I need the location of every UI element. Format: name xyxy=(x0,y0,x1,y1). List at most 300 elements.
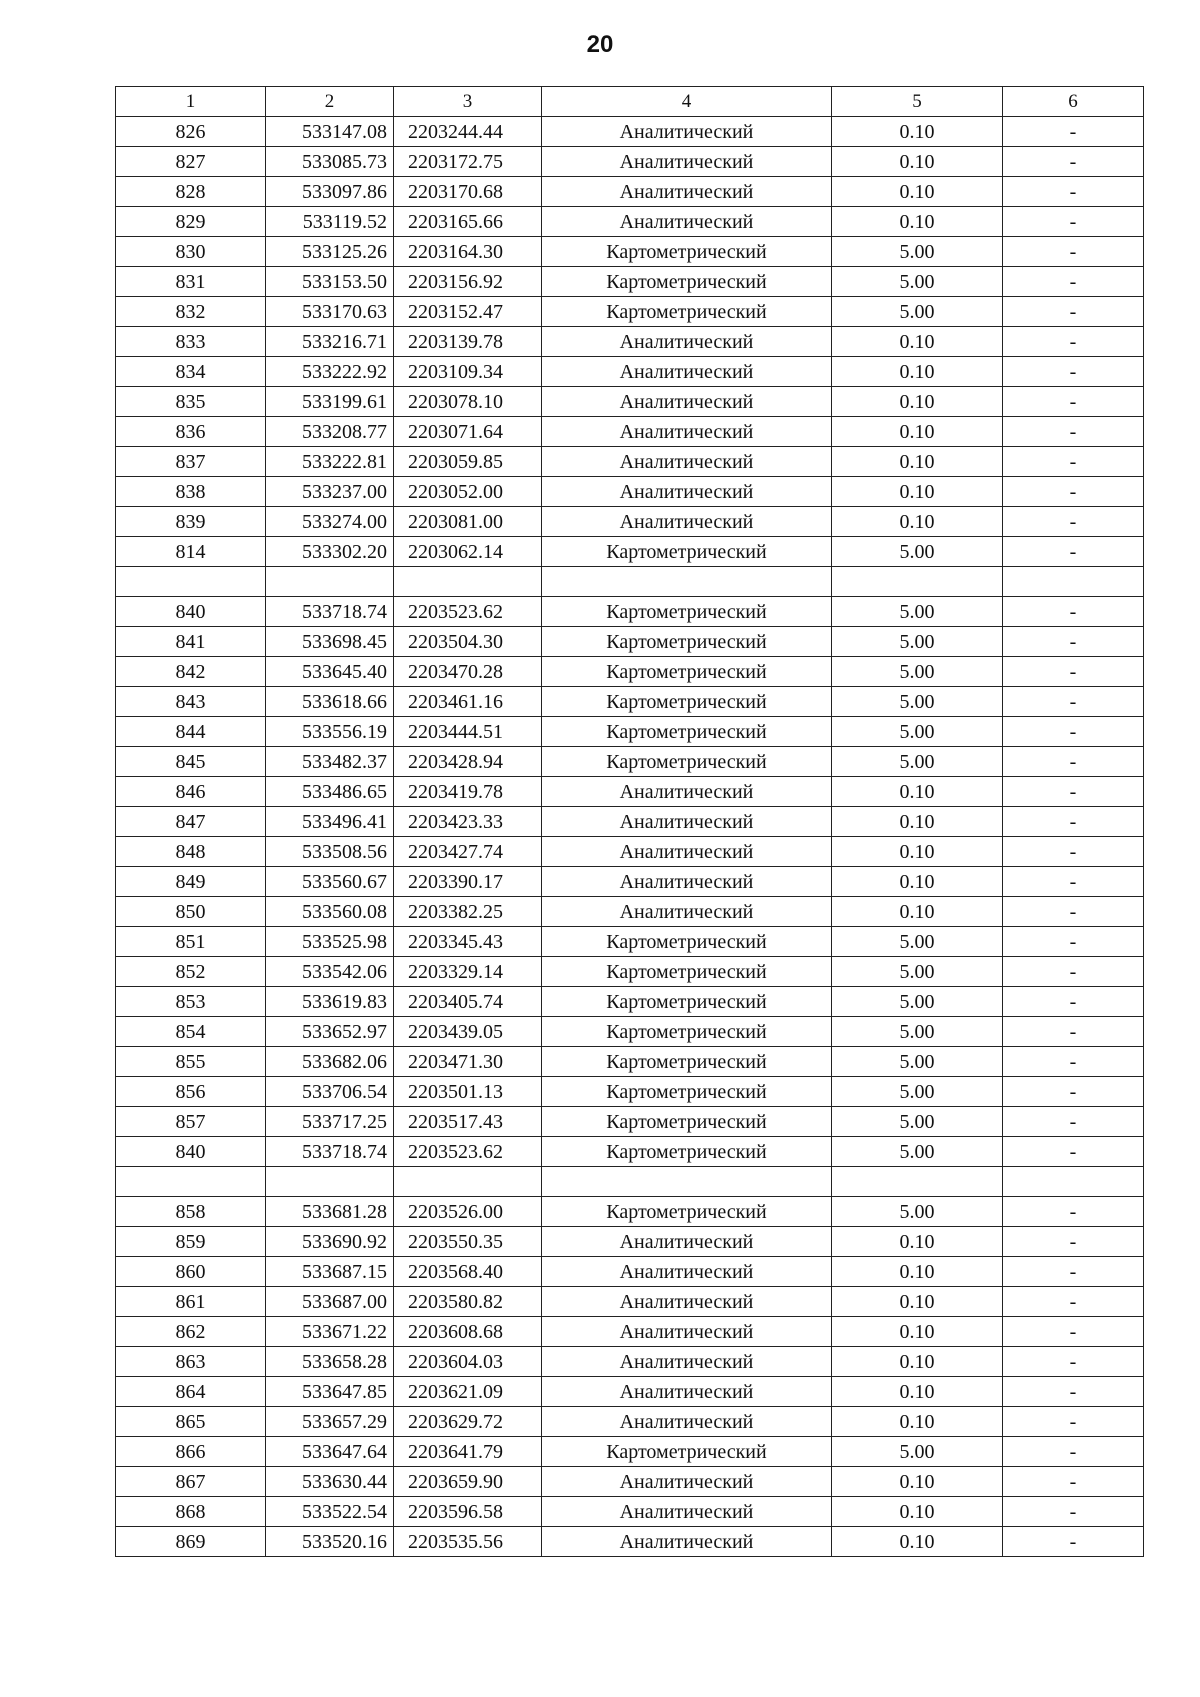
table-row xyxy=(116,507,1144,537)
point-number-cell: 866 xyxy=(116,1437,266,1467)
x-coordinate-cell: 533525.98 xyxy=(266,927,394,957)
y-coordinate-cell: 2203523.62 xyxy=(394,1137,542,1167)
point-number-cell: 869 xyxy=(116,1527,266,1557)
table-row xyxy=(116,1197,1144,1227)
method-cell: Аналитический xyxy=(542,777,832,807)
y-coordinate-cell: 2203156.92 xyxy=(394,267,542,297)
note-cell: - xyxy=(1003,1077,1144,1107)
point-number-cell: 864 xyxy=(116,1377,266,1407)
table-row xyxy=(116,537,1144,567)
note-cell: - xyxy=(1003,987,1144,1017)
method-cell: Картометрический xyxy=(542,1107,832,1137)
accuracy-cell: 5.00 xyxy=(832,627,1003,657)
method-cell: Аналитический xyxy=(542,357,832,387)
column-header: 6 xyxy=(1003,87,1144,117)
accuracy-cell: 0.10 xyxy=(832,387,1003,417)
method-cell: Картометрический xyxy=(542,717,832,747)
point-number-cell: 845 xyxy=(116,747,266,777)
note-cell: - xyxy=(1003,477,1144,507)
x-coordinate-cell: 533706.54 xyxy=(266,1077,394,1107)
method-cell: Картометрический xyxy=(542,1197,832,1227)
table-row xyxy=(116,1227,1144,1257)
point-number-cell: 842 xyxy=(116,657,266,687)
point-number-cell: 843 xyxy=(116,687,266,717)
table-row xyxy=(116,447,1144,477)
note-cell: - xyxy=(1003,687,1144,717)
y-coordinate-cell: 2203471.30 xyxy=(394,1047,542,1077)
point-number-cell: 827 xyxy=(116,147,266,177)
accuracy-cell: 5.00 xyxy=(832,747,1003,777)
table-row xyxy=(116,927,1144,957)
table-row xyxy=(116,657,1144,687)
x-coordinate-cell xyxy=(266,567,394,597)
point-number-cell: 834 xyxy=(116,357,266,387)
table-row xyxy=(116,867,1144,897)
method-cell: Картометрический xyxy=(542,657,832,687)
point-number-cell: 863 xyxy=(116,1347,266,1377)
table-row xyxy=(116,357,1144,387)
point-number-cell: 814 xyxy=(116,537,266,567)
table-row xyxy=(116,237,1144,267)
x-coordinate-cell: 533682.06 xyxy=(266,1047,394,1077)
y-coordinate-cell: 2203526.00 xyxy=(394,1197,542,1227)
method-cell: Аналитический xyxy=(542,387,832,417)
x-coordinate-cell: 533237.00 xyxy=(266,477,394,507)
note-cell: - xyxy=(1003,1287,1144,1317)
point-number-cell: 859 xyxy=(116,1227,266,1257)
accuracy-cell: 5.00 xyxy=(832,597,1003,627)
table-row xyxy=(116,1527,1144,1557)
point-number-cell: 841 xyxy=(116,627,266,657)
accuracy-cell: 5.00 xyxy=(832,537,1003,567)
point-number-cell: 856 xyxy=(116,1077,266,1107)
point-number-cell: 836 xyxy=(116,417,266,447)
method-cell: Картометрический xyxy=(542,1017,832,1047)
table-row xyxy=(116,207,1144,237)
y-coordinate-cell: 2203517.43 xyxy=(394,1107,542,1137)
accuracy-cell: 5.00 xyxy=(832,1137,1003,1167)
table-row xyxy=(116,1077,1144,1107)
method-cell: Картометрический xyxy=(542,687,832,717)
note-cell: - xyxy=(1003,537,1144,567)
method-cell: Аналитический xyxy=(542,1407,832,1437)
method-cell xyxy=(542,567,832,597)
note-cell: - xyxy=(1003,597,1144,627)
y-coordinate-cell: 2203504.30 xyxy=(394,627,542,657)
table-separator-row xyxy=(116,567,1144,597)
x-coordinate-cell: 533147.08 xyxy=(266,117,394,147)
table-row xyxy=(116,1257,1144,1287)
method-cell: Аналитический xyxy=(542,417,832,447)
x-coordinate-cell: 533556.19 xyxy=(266,717,394,747)
coordinates-table xyxy=(115,86,1144,1557)
table-header-row xyxy=(116,87,1144,117)
method-cell: Картометрический xyxy=(542,1047,832,1077)
point-number-cell: 844 xyxy=(116,717,266,747)
x-coordinate-cell: 533274.00 xyxy=(266,507,394,537)
method-cell: Картометрический xyxy=(542,1437,832,1467)
y-coordinate-cell: 2203621.09 xyxy=(394,1377,542,1407)
accuracy-cell: 5.00 xyxy=(832,297,1003,327)
x-coordinate-cell: 533097.86 xyxy=(266,177,394,207)
accuracy-cell: 0.10 xyxy=(832,777,1003,807)
method-cell: Картометрический xyxy=(542,927,832,957)
method-cell: Аналитический xyxy=(542,1227,832,1257)
method-cell: Аналитический xyxy=(542,1347,832,1377)
accuracy-cell: 5.00 xyxy=(832,1077,1003,1107)
x-coordinate-cell: 533208.77 xyxy=(266,417,394,447)
point-number-cell: 854 xyxy=(116,1017,266,1047)
point-number-cell: 828 xyxy=(116,177,266,207)
table-row xyxy=(116,297,1144,327)
point-number-cell: 837 xyxy=(116,447,266,477)
table-row xyxy=(116,807,1144,837)
x-coordinate-cell xyxy=(266,1167,394,1197)
note-cell: - xyxy=(1003,1407,1144,1437)
accuracy-cell: 5.00 xyxy=(832,237,1003,267)
y-coordinate-cell: 2203081.00 xyxy=(394,507,542,537)
accuracy-cell: 0.10 xyxy=(832,1347,1003,1377)
accuracy-cell xyxy=(832,1167,1003,1197)
x-coordinate-cell: 533560.67 xyxy=(266,867,394,897)
accuracy-cell: 5.00 xyxy=(832,1047,1003,1077)
accuracy-cell: 0.10 xyxy=(832,1227,1003,1257)
note-cell: - xyxy=(1003,1437,1144,1467)
table-row xyxy=(116,597,1144,627)
x-coordinate-cell: 533222.92 xyxy=(266,357,394,387)
method-cell: Аналитический xyxy=(542,1257,832,1287)
accuracy-cell: 0.10 xyxy=(832,417,1003,447)
note-cell: - xyxy=(1003,807,1144,837)
x-coordinate-cell: 533482.37 xyxy=(266,747,394,777)
note-cell: - xyxy=(1003,507,1144,537)
method-cell: Аналитический xyxy=(542,177,832,207)
x-coordinate-cell: 533681.28 xyxy=(266,1197,394,1227)
x-coordinate-cell: 533520.16 xyxy=(266,1527,394,1557)
method-cell: Картометрический xyxy=(542,267,832,297)
y-coordinate-cell: 2203608.68 xyxy=(394,1317,542,1347)
method-cell: Аналитический xyxy=(542,867,832,897)
y-coordinate-cell: 2203172.75 xyxy=(394,147,542,177)
point-number-cell: 867 xyxy=(116,1467,266,1497)
accuracy-cell: 5.00 xyxy=(832,927,1003,957)
note-cell: - xyxy=(1003,747,1144,777)
note-cell: - xyxy=(1003,1197,1144,1227)
point-number-cell: 853 xyxy=(116,987,266,1017)
note-cell: - xyxy=(1003,267,1144,297)
note-cell: - xyxy=(1003,207,1144,237)
point-number-cell: 848 xyxy=(116,837,266,867)
accuracy-cell: 5.00 xyxy=(832,657,1003,687)
point-number-cell: 861 xyxy=(116,1287,266,1317)
method-cell: Аналитический xyxy=(542,897,832,927)
y-coordinate-cell: 2203059.85 xyxy=(394,447,542,477)
column-header: 4 xyxy=(542,87,832,117)
y-coordinate-cell: 2203062.14 xyxy=(394,537,542,567)
column-header: 3 xyxy=(394,87,542,117)
note-cell: - xyxy=(1003,387,1144,417)
x-coordinate-cell: 533170.63 xyxy=(266,297,394,327)
x-coordinate-cell: 533542.06 xyxy=(266,957,394,987)
y-coordinate-cell: 2203535.56 xyxy=(394,1527,542,1557)
y-coordinate-cell: 2203568.40 xyxy=(394,1257,542,1287)
note-cell: - xyxy=(1003,717,1144,747)
x-coordinate-cell: 533619.83 xyxy=(266,987,394,1017)
accuracy-cell: 5.00 xyxy=(832,267,1003,297)
table-row xyxy=(116,1347,1144,1377)
table-row xyxy=(116,1107,1144,1137)
method-cell: Аналитический xyxy=(542,477,832,507)
method-cell: Картометрический xyxy=(542,237,832,267)
point-number-cell: 835 xyxy=(116,387,266,417)
accuracy-cell: 0.10 xyxy=(832,447,1003,477)
note-cell: - xyxy=(1003,177,1144,207)
y-coordinate-cell xyxy=(394,567,542,597)
x-coordinate-cell: 533153.50 xyxy=(266,267,394,297)
method-cell: Картометрический xyxy=(542,747,832,777)
table-row xyxy=(116,957,1144,987)
method-cell: Картометрический xyxy=(542,297,832,327)
accuracy-cell: 0.10 xyxy=(832,1257,1003,1287)
method-cell: Аналитический xyxy=(542,1287,832,1317)
y-coordinate-cell: 2203439.05 xyxy=(394,1017,542,1047)
y-coordinate-cell: 2203427.74 xyxy=(394,837,542,867)
table-row xyxy=(116,1047,1144,1077)
accuracy-cell: 0.10 xyxy=(832,147,1003,177)
method-cell: Аналитический xyxy=(542,1377,832,1407)
point-number-cell: 829 xyxy=(116,207,266,237)
note-cell: - xyxy=(1003,447,1144,477)
method-cell: Картометрический xyxy=(542,597,832,627)
table-row xyxy=(116,747,1144,777)
x-coordinate-cell: 533647.64 xyxy=(266,1437,394,1467)
accuracy-cell: 5.00 xyxy=(832,1437,1003,1467)
y-coordinate-cell: 2203152.47 xyxy=(394,297,542,327)
table-separator-row xyxy=(116,1167,1144,1197)
accuracy-cell: 0.10 xyxy=(832,1377,1003,1407)
note-cell: - xyxy=(1003,1347,1144,1377)
y-coordinate-cell: 2203501.13 xyxy=(394,1077,542,1107)
point-number-cell: 832 xyxy=(116,297,266,327)
x-coordinate-cell: 533658.28 xyxy=(266,1347,394,1377)
note-cell: - xyxy=(1003,1317,1144,1347)
x-coordinate-cell: 533652.97 xyxy=(266,1017,394,1047)
accuracy-cell: 0.10 xyxy=(832,1467,1003,1497)
y-coordinate-cell: 2203423.33 xyxy=(394,807,542,837)
x-coordinate-cell: 533671.22 xyxy=(266,1317,394,1347)
y-coordinate-cell: 2203345.43 xyxy=(394,927,542,957)
y-coordinate-cell: 2203550.35 xyxy=(394,1227,542,1257)
y-coordinate-cell: 2203382.25 xyxy=(394,897,542,927)
point-number-cell: 849 xyxy=(116,867,266,897)
x-coordinate-cell: 533496.41 xyxy=(266,807,394,837)
point-number-cell: 840 xyxy=(116,1137,266,1167)
accuracy-cell: 0.10 xyxy=(832,177,1003,207)
method-cell: Аналитический xyxy=(542,117,832,147)
table-row xyxy=(116,627,1144,657)
table-row xyxy=(116,1137,1144,1167)
note-cell: - xyxy=(1003,357,1144,387)
table-row xyxy=(116,717,1144,747)
note-cell: - xyxy=(1003,237,1144,267)
method-cell: Картометрический xyxy=(542,537,832,567)
note-cell xyxy=(1003,1167,1144,1197)
note-cell: - xyxy=(1003,1527,1144,1557)
table-row xyxy=(116,1467,1144,1497)
note-cell: - xyxy=(1003,837,1144,867)
method-cell: Картометрический xyxy=(542,1137,832,1167)
point-number-cell: 846 xyxy=(116,777,266,807)
x-coordinate-cell: 533085.73 xyxy=(266,147,394,177)
table-row xyxy=(116,417,1144,447)
accuracy-cell: 0.10 xyxy=(832,1287,1003,1317)
x-coordinate-cell: 533199.61 xyxy=(266,387,394,417)
y-coordinate-cell: 2203405.74 xyxy=(394,987,542,1017)
method-cell: Аналитический xyxy=(542,1527,832,1557)
column-header: 1 xyxy=(116,87,266,117)
table-row xyxy=(116,1407,1144,1437)
note-cell: - xyxy=(1003,957,1144,987)
point-number-cell: 839 xyxy=(116,507,266,537)
note-cell: - xyxy=(1003,1107,1144,1137)
table-body xyxy=(116,117,1144,1557)
point-number-cell: 852 xyxy=(116,957,266,987)
x-coordinate-cell: 533302.20 xyxy=(266,537,394,567)
note-cell: - xyxy=(1003,627,1144,657)
point-number-cell: 850 xyxy=(116,897,266,927)
x-coordinate-cell: 533486.65 xyxy=(266,777,394,807)
x-coordinate-cell: 533718.74 xyxy=(266,1137,394,1167)
method-cell: Картометрический xyxy=(542,987,832,1017)
x-coordinate-cell: 533647.85 xyxy=(266,1377,394,1407)
accuracy-cell: 0.10 xyxy=(832,1497,1003,1527)
method-cell: Аналитический xyxy=(542,837,832,867)
table-row xyxy=(116,687,1144,717)
method-cell: Картометрический xyxy=(542,1077,832,1107)
x-coordinate-cell: 533522.54 xyxy=(266,1497,394,1527)
accuracy-cell: 0.10 xyxy=(832,327,1003,357)
note-cell: - xyxy=(1003,777,1144,807)
table-row xyxy=(116,1437,1144,1467)
note-cell xyxy=(1003,567,1144,597)
table-row xyxy=(116,177,1144,207)
accuracy-cell: 0.10 xyxy=(832,207,1003,237)
table-row xyxy=(116,267,1144,297)
y-coordinate-cell: 2203580.82 xyxy=(394,1287,542,1317)
accuracy-cell: 0.10 xyxy=(832,1527,1003,1557)
y-coordinate-cell: 2203139.78 xyxy=(394,327,542,357)
point-number-cell: 858 xyxy=(116,1197,266,1227)
point-number-cell: 851 xyxy=(116,927,266,957)
y-coordinate-cell: 2203170.68 xyxy=(394,177,542,207)
x-coordinate-cell: 533216.71 xyxy=(266,327,394,357)
table-row xyxy=(116,1317,1144,1347)
point-number-cell: 830 xyxy=(116,237,266,267)
method-cell: Аналитический xyxy=(542,1317,832,1347)
note-cell: - xyxy=(1003,1467,1144,1497)
point-number-cell: 838 xyxy=(116,477,266,507)
accuracy-cell: 0.10 xyxy=(832,507,1003,537)
x-coordinate-cell: 533687.00 xyxy=(266,1287,394,1317)
note-cell: - xyxy=(1003,657,1144,687)
y-coordinate-cell: 2203329.14 xyxy=(394,957,542,987)
note-cell: - xyxy=(1003,1227,1144,1257)
accuracy-cell: 5.00 xyxy=(832,687,1003,717)
accuracy-cell: 0.10 xyxy=(832,1407,1003,1437)
note-cell: - xyxy=(1003,327,1144,357)
table-row xyxy=(116,477,1144,507)
method-cell: Аналитический xyxy=(542,447,832,477)
column-header: 5 xyxy=(832,87,1003,117)
table-row xyxy=(116,987,1144,1017)
accuracy-cell: 5.00 xyxy=(832,717,1003,747)
table-row xyxy=(116,777,1144,807)
note-cell: - xyxy=(1003,297,1144,327)
x-coordinate-cell: 533717.25 xyxy=(266,1107,394,1137)
note-cell: - xyxy=(1003,867,1144,897)
y-coordinate-cell: 2203604.03 xyxy=(394,1347,542,1377)
y-coordinate-cell: 2203109.34 xyxy=(394,357,542,387)
note-cell: - xyxy=(1003,1137,1144,1167)
x-coordinate-cell: 533698.45 xyxy=(266,627,394,657)
y-coordinate-cell: 2203244.44 xyxy=(394,117,542,147)
point-number-cell: 847 xyxy=(116,807,266,837)
y-coordinate-cell: 2203052.00 xyxy=(394,477,542,507)
note-cell: - xyxy=(1003,1017,1144,1047)
y-coordinate-cell: 2203164.30 xyxy=(394,237,542,267)
x-coordinate-cell: 533560.08 xyxy=(266,897,394,927)
y-coordinate-cell: 2203419.78 xyxy=(394,777,542,807)
method-cell: Аналитический xyxy=(542,1467,832,1497)
y-coordinate-cell: 2203444.51 xyxy=(394,717,542,747)
point-number-cell: 833 xyxy=(116,327,266,357)
table-row xyxy=(116,117,1144,147)
y-coordinate-cell: 2203428.94 xyxy=(394,747,542,777)
x-coordinate-cell: 533645.40 xyxy=(266,657,394,687)
x-coordinate-cell: 533508.56 xyxy=(266,837,394,867)
accuracy-cell: 0.10 xyxy=(832,477,1003,507)
table-row xyxy=(116,147,1144,177)
method-cell: Картометрический xyxy=(542,957,832,987)
x-coordinate-cell: 533630.44 xyxy=(266,1467,394,1497)
method-cell: Аналитический xyxy=(542,327,832,357)
note-cell: - xyxy=(1003,1047,1144,1077)
x-coordinate-cell: 533125.26 xyxy=(266,237,394,267)
x-coordinate-cell: 533618.66 xyxy=(266,687,394,717)
y-coordinate-cell: 2203165.66 xyxy=(394,207,542,237)
y-coordinate-cell: 2203461.16 xyxy=(394,687,542,717)
page-number: 20 xyxy=(586,31,614,58)
accuracy-cell: 5.00 xyxy=(832,1017,1003,1047)
y-coordinate-cell: 2203641.79 xyxy=(394,1437,542,1467)
x-coordinate-cell: 533657.29 xyxy=(266,1407,394,1437)
point-number-cell: 840 xyxy=(116,597,266,627)
y-coordinate-cell: 2203078.10 xyxy=(394,387,542,417)
method-cell: Аналитический xyxy=(542,147,832,177)
table-row xyxy=(116,1287,1144,1317)
accuracy-cell: 0.10 xyxy=(832,1317,1003,1347)
accuracy-cell: 0.10 xyxy=(832,897,1003,927)
accuracy-cell: 0.10 xyxy=(832,837,1003,867)
point-number-cell: 868 xyxy=(116,1497,266,1527)
note-cell: - xyxy=(1003,417,1144,447)
y-coordinate-cell: 2203071.64 xyxy=(394,417,542,447)
method-cell: Аналитический xyxy=(542,807,832,837)
x-coordinate-cell: 533718.74 xyxy=(266,597,394,627)
point-number-cell: 865 xyxy=(116,1407,266,1437)
table-row xyxy=(116,837,1144,867)
y-coordinate-cell xyxy=(394,1167,542,1197)
